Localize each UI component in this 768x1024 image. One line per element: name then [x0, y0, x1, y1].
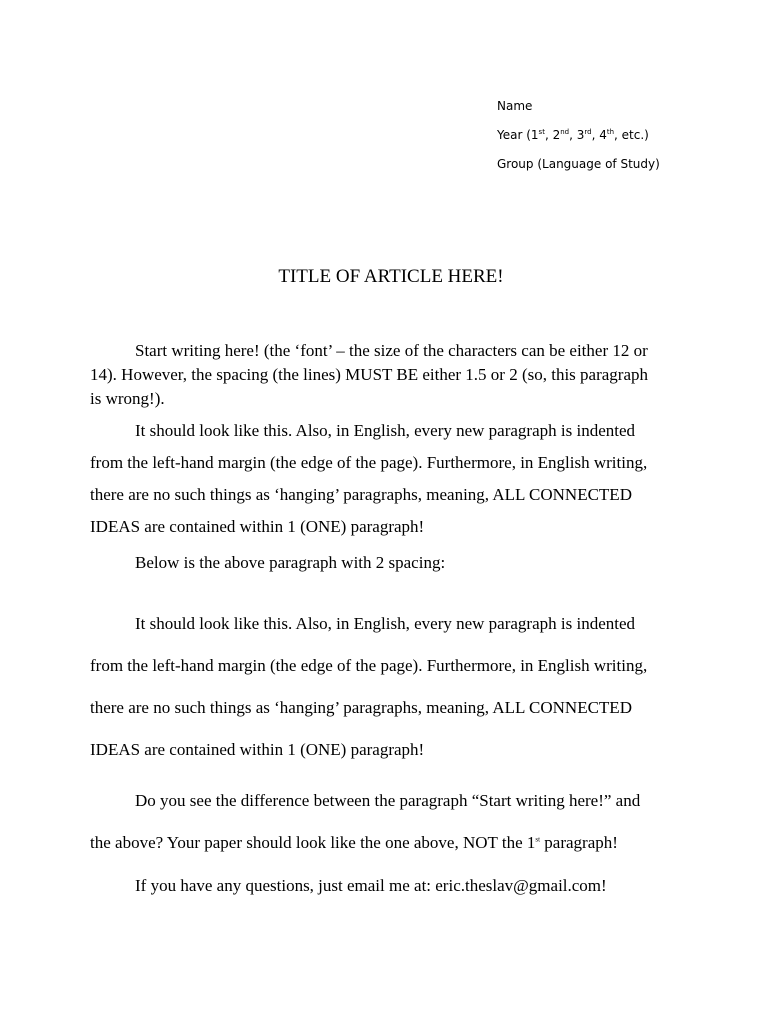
article-title: TITLE OF ARTICLE HERE! [278, 266, 504, 287]
paragraph-difference-question: Do you see the difference between the paragraph “Start writing here!” and the above? Your paper should look like the one above, NOT the 1st paragraph! [90, 791, 641, 852]
paragraph-contact-email: If you have any questions, just email me at: eric.theslav@gmail.com! [135, 876, 607, 895]
year-line: Year (1st, 2nd, 3rd, 4th, etc.) [497, 128, 649, 142]
author-info-block [497, 92, 660, 179]
name-line: Name [497, 99, 533, 113]
paragraph-example-1-5-spacing: It should look like this. Also, in English, every new paragraph is indented from the left-hand margin (the edge of the page). Furthermore, in English writing, there are no such things as ‘hanging’ paragraphs, meaning, ALL CONNECTED IDEAS are contained within 1 (ONE) paragraph! [90, 421, 648, 536]
group-line: Group (Language of Study) [497, 157, 660, 171]
paragraph-below-note: Below is the above paragraph with 2 spacing: [135, 553, 446, 572]
paragraph-start-writing: Start writing here! (the ‘font’ – the size of the characters can be either 12 or 14). However, the spacing (the lines) MUST BE either 1.5 or 2 (so, this paragraph is wrong!). [90, 341, 648, 408]
paragraph-example-2-spacing: It should look like this. Also, in English, every new paragraph is indented from the left-hand margin (the edge of the page). Furthermore, in English writing, there are no such things as ‘hanging’ paragraphs, meaning, ALL CONNECTED IDEAS are contained within 1 (ONE) paragraph! [90, 614, 648, 759]
